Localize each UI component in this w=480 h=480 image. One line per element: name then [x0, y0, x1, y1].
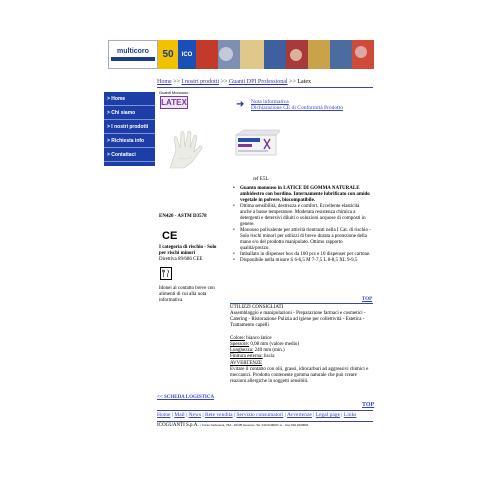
length-label: Lunghezza: — [230, 348, 254, 353]
warnings-section — [230, 361, 373, 385]
sidebar-item-home[interactable]: > Home — [104, 93, 155, 106]
latex-logo: LATEX — [161, 98, 187, 107]
warnings-text: Evitare il contatto con olii, grassi, idrocarburi ad aggressivi chimici e meccanici. Prodotto contenente gomma naturale che può creare reazioni allergiche in soggetti sensibili. — [230, 367, 369, 384]
uses-section — [230, 305, 373, 329]
product-category: Guanti Monouso — [159, 90, 189, 95]
feature-list — [232, 186, 372, 264]
footer-link-rete-vendita[interactable]: Rete vendita — [204, 412, 233, 418]
divider — [230, 303, 373, 304]
thickness-label: Spessore: — [230, 342, 250, 347]
dispenser-box-image — [234, 129, 280, 159]
ce-mark-icon: CE — [162, 230, 178, 242]
sidebar-nav — [104, 92, 155, 166]
list-item: • Monouso polivalente per attività rientranti nella I Cat. di rischio - Solo rischi minori per utilizzi di breve durata a protezione della mano e/o del prodotto manipolato. Ottimo rapporto qualità/prezzo. — [232, 228, 372, 252]
footer-link-mail[interactable]: Mail — [174, 412, 185, 418]
company-info — [157, 423, 309, 428]
breadcrumb-sep: >> — [220, 79, 228, 85]
sidebar-item-richiesta-info[interactable]: > Richiesta info — [104, 135, 155, 148]
anniversary-badge: 50 — [158, 40, 178, 69]
logo-bar — [111, 57, 155, 61]
scheda-logistica-link[interactable]: << SCHEDA LOGISTICA — [157, 395, 215, 400]
company-name: ICOGUANTI S.p.A. — [157, 423, 199, 428]
divider — [157, 87, 373, 88]
risk-directive: Direttiva 89/686 CEE — [159, 257, 203, 262]
breadcrumb-products[interactable]: I nostri prodotti — [181, 79, 220, 85]
breadcrumb-sep: >> — [173, 79, 180, 85]
header-photo-strip — [196, 40, 374, 69]
thickness-value: 0,08 mm (valore medio) — [250, 342, 300, 347]
footer-link-servizio-consumatori[interactable]: Servizio consumatori — [236, 412, 284, 418]
top-link[interactable]: TOP — [362, 297, 373, 302]
company-address: • Corso Cerlenova, 76A - 16135 Genova • Tel. 010 010000 r.a. - Fax 010 0100001 — [199, 423, 309, 427]
breadcrumb — [157, 79, 311, 85]
ico-logo: ICO — [178, 40, 196, 69]
breadcrumb-sep: >> — [289, 79, 296, 85]
breadcrumb-current: Latex — [297, 79, 312, 85]
header-banner — [108, 40, 374, 69]
risk-category — [159, 245, 223, 263]
arrow-right-icon: ➜ — [236, 99, 245, 110]
breadcrumb-dpi[interactable]: Guanti DPI Professional — [228, 79, 288, 85]
list-item: • Disponibile nella misure S 6-6,5 M 7-7,5 L 8-8,5 XL 9-9,5 — [232, 258, 372, 264]
finish-label: Finitura esterna: — [230, 354, 263, 359]
food-contact-note: Idonei al contatto breve con alimenti di cui alla nota informativa — [159, 286, 215, 303]
color-value: bianco latice — [246, 336, 272, 341]
food-contact-icon — [160, 267, 172, 280]
footer-links: Home | Mail | News | Rete vendita | Servizio consumatori | Avvertenze | Legal page | Links — [157, 412, 357, 418]
risk-title: I categoria di rischio - Solo per rischi minori — [159, 245, 217, 256]
footer-link-news[interactable]: News — [188, 412, 202, 418]
product-ref: ref E5L — [253, 177, 269, 182]
list-item: • Ottima sensibilità, destrezza e comfort. Eccellente elasticità anche a basse temperature. Moderata resistenza chimica a detergenti e detersivi diluiti o soluzioni acquose di composti in genere. — [232, 204, 372, 228]
divider — [157, 410, 373, 411]
top-link-bottom[interactable]: TOP — [362, 402, 375, 408]
dichiarazione-ce-link[interactable]: Dichiarazione CE di Conformità Prodotto — [251, 105, 343, 111]
breadcrumb-home[interactable]: Home — [157, 79, 172, 85]
footer-link-home[interactable]: Home — [157, 412, 171, 418]
list-item: • Imballato in dispenser box da 100 pcs e 10 dispenser per cartone. — [232, 252, 372, 258]
multicoro-logo[interactable] — [108, 40, 158, 69]
glove-image — [162, 128, 206, 170]
footer-link-links[interactable]: Links — [343, 412, 357, 418]
sidebar-item-prodotti[interactable]: > I nostri prodotti — [104, 121, 155, 134]
logo-text: multicoro — [117, 48, 149, 55]
nota-informativa-link[interactable]: Nota informativa — [251, 99, 289, 105]
sidebar-item-contattaci[interactable]: > Contattaci — [104, 149, 155, 162]
uses-text: Assemblaggio e manipolazioni - Preparazione farmaci e cosmetici - Catering - Ristorazione Pulizia ad igiene per collettività - Estetica - Trattamento capelli — [230, 311, 366, 328]
warnings-title: AVVERTENZE — [230, 361, 263, 366]
length-value: 240 mm (min.) — [254, 348, 285, 353]
uses-title: UTILIZZI CONSIGLIATI — [230, 305, 284, 310]
color-label: Colore: — [230, 336, 245, 341]
list-item: • Guanto monouso in LATICE DI GOMMA NATURALE ambidestro con bordino. Internamente lubrificato con amido vegetale in polvere, biocompatibile. — [232, 186, 372, 204]
document-links — [251, 99, 343, 111]
finish-value: liscia — [263, 354, 275, 359]
divider — [157, 421, 373, 422]
sidebar-item-chi-siamo[interactable]: > Chi siamo — [104, 107, 155, 120]
footer-link-avvertenze[interactable]: Avvertenze — [286, 412, 312, 418]
standard-code: EN420 - ASTM D3578 — [159, 214, 207, 219]
footer-link-legal-page[interactable]: Legal page — [315, 412, 341, 418]
specs-section — [230, 336, 373, 360]
